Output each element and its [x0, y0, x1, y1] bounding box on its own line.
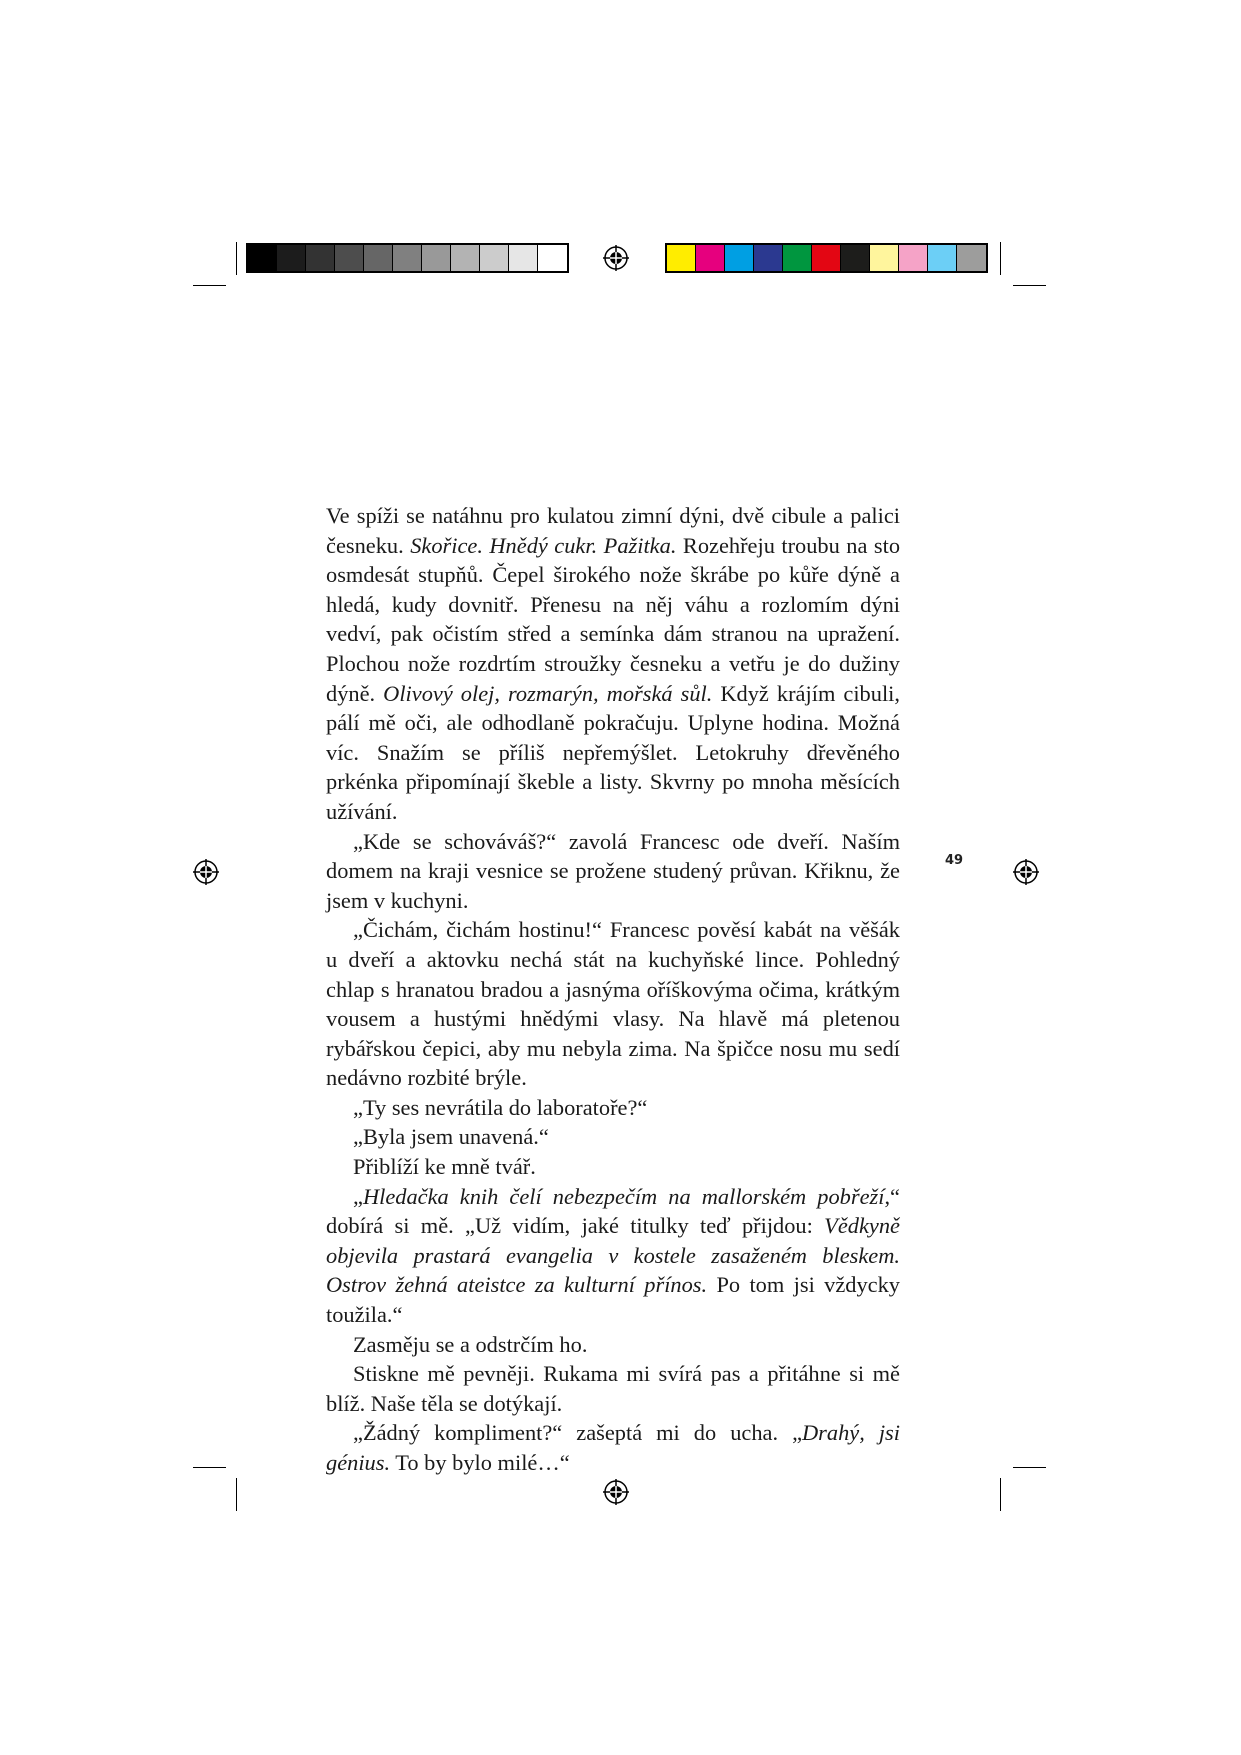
text-run: ,“ dobírá si mě. „Už vidím, jaké titulky teď přijdou:	[326, 1183, 900, 1239]
text-run: Přiblíží ke mně tvář.	[353, 1154, 536, 1180]
grayscale-swatch-4	[335, 245, 364, 271]
paragraph	[326, 1359, 900, 1418]
grayscale-swatch-3	[306, 245, 335, 271]
color-swatch-8	[870, 245, 899, 271]
grayscale-swatch-1	[248, 245, 277, 271]
italic-text: Hledačka knih čelí nebezpečím na mallorském pobřeží	[362, 1183, 885, 1209]
color-swatch-5	[783, 245, 812, 271]
text-run: „Ty ses nevrátila do laboratoře?“	[353, 1094, 648, 1120]
crop-mark-bottom-left	[193, 1467, 226, 1468]
color-swatch-7	[841, 245, 870, 271]
grayscale-swatch-7	[422, 245, 451, 271]
color-calibration-bar	[665, 243, 988, 273]
text-run: Zasměju se a odstrčím ho.	[353, 1331, 588, 1357]
grayscale-swatch-5	[364, 245, 393, 271]
color-swatch-9	[899, 245, 928, 271]
grayscale-swatch-6	[393, 245, 422, 271]
text-run: Ve spíži se natáhnu pro kulatou zimní dýni, dvě cibule a palici česneku.	[326, 503, 900, 558]
color-swatch-6	[812, 245, 841, 271]
body-text	[326, 501, 900, 1478]
paragraph	[326, 827, 900, 916]
registration-mark-right-icon	[1013, 859, 1039, 885]
paragraph	[326, 1330, 900, 1360]
crop-mark-top-right	[1013, 285, 1046, 286]
paragraph	[326, 1093, 900, 1123]
italic-text: Olivový olej, rozmarýn, mořská sůl.	[383, 680, 713, 706]
grayscale-swatch-8	[451, 245, 480, 271]
crop-mark-bottom-left-vertical	[236, 1478, 237, 1511]
italic-text: Skořice. Hnědý cukr. Pažitka.	[410, 532, 677, 558]
paragraph	[326, 1152, 900, 1182]
grayscale-calibration-bar	[246, 243, 569, 273]
text-run: Rozehřeju troubu na sto osmdesát stupňů. Čepel širokého nože škrábe po kůře dýně a hledá, kudy dovnitř. Přenesu na něj váhu a rozlomím dýni vedví, pak očistím střed a semínka dám stranou na upražení. Plochou nože rozdrtím stroužky česneku a vetřu je do dužiny dýně.	[326, 532, 901, 706]
paragraph	[326, 1122, 900, 1152]
paragraph	[326, 1418, 900, 1477]
italic-text: Drahý, jsi génius.	[326, 1420, 900, 1475]
paragraph	[326, 915, 900, 1093]
color-swatch-11	[957, 245, 986, 271]
text-run: „Byla jsem unavená.“	[353, 1124, 549, 1150]
text-run: „	[353, 1183, 363, 1209]
text-run: Stiskne mě pevněji. Rukama mi svírá pas a přitáhne si mě blíž. Naše těla se dotýkají.	[326, 1361, 900, 1416]
paragraph	[326, 1182, 900, 1330]
crop-mark-top-left	[193, 285, 226, 286]
text-run: „Kde se schováváš?“ zavolá Francesc ode dveří. Naším domem na kraji vesnice se prožene studený průvan. Křiknu, že jsem v kuchyni.	[326, 828, 900, 913]
text-run: „Čichám, čichám hostinu!“ Francesc pověsí kabát na věšák u dveří a aktovku nechá stát na kuchyňské lince. Pohledný chlap s hranatou bradou a jasnýma oříškovýma očima, krátkým vousem a hustými hnědými vlasy. Na hlavě má pletenou rybářskou čepici, aby mu nebyla zima. Na špičce nosu mu sedí nedávno rozbité brýle.	[326, 917, 900, 1091]
grayscale-swatch-9	[480, 245, 509, 271]
page-number: 49	[945, 853, 964, 868]
color-swatch-2	[696, 245, 725, 271]
text-run: Po tom jsi vždycky toužila.“	[326, 1272, 900, 1328]
text-run: To by bylo milé…“	[390, 1450, 570, 1475]
registration-mark-top-icon	[603, 245, 629, 271]
italic-text: Vědkyně objevila prastará evangelia v kostele zasaženém bleskem. Ostrov žehná ateistce za kulturní přínos.	[326, 1213, 900, 1298]
text-run: Když krájím cibuli, pálí mě oči, ale odhodlaně pokračuju. Uplyne hodina. Možná víc. Snažím se příliš nepřemýšlet. Letokruhy dřevěného prkénka připomínají škeble a listy. Skvrny po mnoha měsících užívání.	[326, 680, 900, 824]
crop-mark-bottom-right-vertical	[1000, 1478, 1001, 1511]
registration-mark-bottom-icon	[603, 1479, 629, 1505]
registration-mark-left-icon	[193, 859, 219, 885]
color-swatch-4	[754, 245, 783, 271]
crop-mark-top-left-vertical	[236, 242, 237, 275]
grayscale-swatch-11	[538, 245, 567, 271]
crop-mark-bottom-right	[1013, 1467, 1046, 1468]
grayscale-swatch-2	[277, 245, 306, 271]
crop-mark-top-right-vertical	[1000, 242, 1001, 275]
color-swatch-10	[928, 245, 957, 271]
color-swatch-1	[667, 245, 696, 271]
color-swatch-3	[725, 245, 754, 271]
text-run: „Žádný kompliment?“ zašeptá mi do ucha. „	[353, 1420, 803, 1446]
grayscale-swatch-10	[509, 245, 538, 271]
paragraph	[326, 501, 900, 827]
